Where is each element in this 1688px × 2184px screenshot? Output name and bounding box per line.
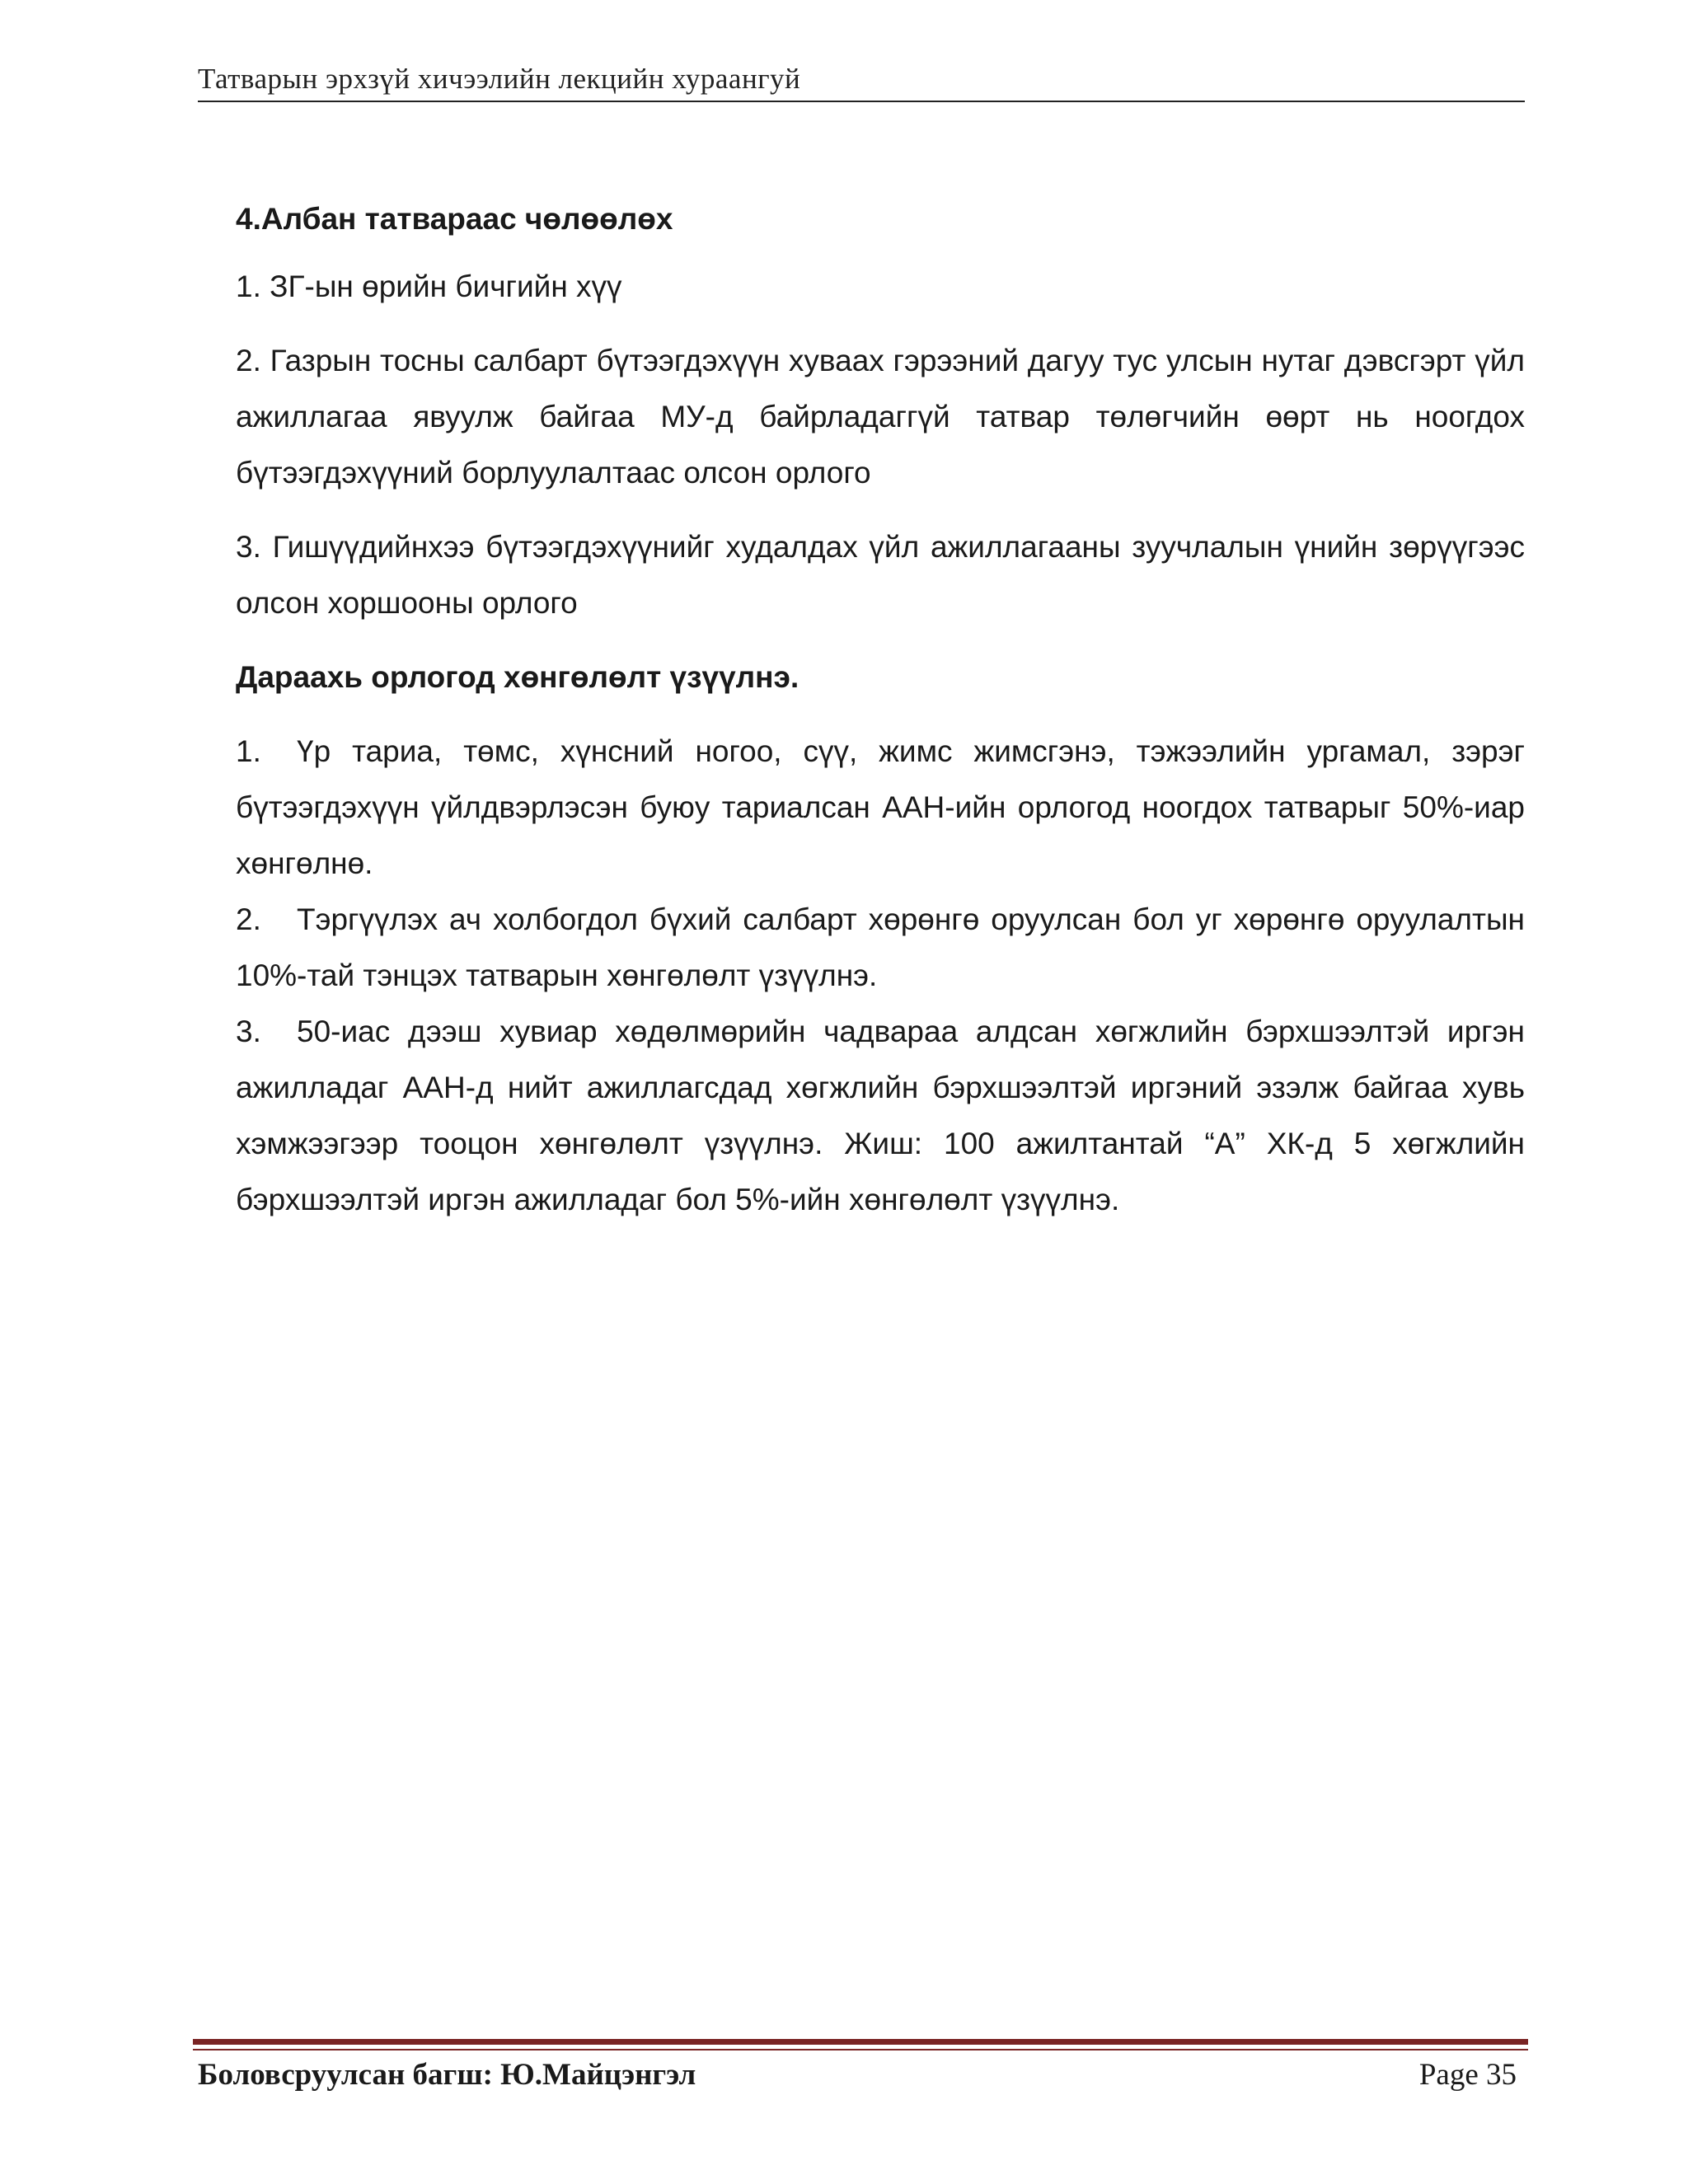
footer-divider [193,2039,1528,2045]
footer-divider-thin [193,2049,1528,2050]
relief-item-text: Үр тариа, төмс, хүнсний ногоо, сүү, жимс жимсгэнэ, тэжээлийн ургамал, зэрэг бүтээгдэхүүн үйлдвэрлэсэн буюу тариалсан ААН-ийн орлогод ноогдох татварыг 50%-иар хөнгөлнө. [236,734,1525,880]
exemption-item-2: 2. Газрын тосны салбарт бүтээгдэхүүн хуваах гэрээний дагуу тус улсын нутаг дэвсгэрт үйл ажиллагаа явуулж байгаа МУ-д байрладаггүй татвар төлөгчийн өөрт нь ноогдох бүтээгдэхүүний борлуулалтаас олсон орлого [236,344,1525,490]
section-heading-relief: Дараахь орлогод хөнгөлөлт үзүүлнэ. [236,660,799,694]
page-number: Page 35 [1418,2058,1517,2092]
document-body [236,191,1525,1228]
relief-item-number: 2. [236,902,261,936]
relief-item-2 [236,892,1525,1004]
relief-item-1 [236,724,1525,892]
footer-author: Боловсруулсан багш: Ю.Майцэнгэл [198,2058,696,2092]
page-header [198,58,1525,102]
section-heading-exemptions: 4.Албан татвараас чөлөөлөх [236,202,673,236]
exemption-item-3: 3. Гишүүдийнхээ бүтээгдэхүүнийг худалдах үйл ажиллагааны зуучлалын үнийн зөрүүгээс олсон хоршооны орлого [236,530,1525,620]
relief-item-number: 3. [236,1015,261,1048]
relief-item-number: 1. [236,734,261,768]
header-title: Татварын эрхзүй хичээлийн лекцийн хураангуй [198,63,801,95]
exemption-item-1: 1. ЗГ-ын өрийн бичгийн хүү [236,269,622,303]
relief-item-text: 50-иас дээш хувиар хөдөлмөрийн чадвараа алдсан хөгжлийн бэрхшээлтэй иргэн ажилладаг ААН-д нийт ажиллагсдад хөгжлийн бэрхшээлтэй иргэний эзэлж байгаа хувь хэмжээгээр тооцон хөнгөлөлт үзүүлнэ. Жиш: 100 ажилтантай “А” ХК-д 5 хөгжлийн бэрхшээлтэй иргэн ажилладаг бол 5%-ийн хөнгөлөлт үзүүлнэ. [236,1015,1525,1216]
relief-item-text: Тэргүүлэх ач холбогдол бүхий салбарт хөрөнгө оруулсан бол уг хөрөнгө оруулалтын 10%-тай тэнцэх татварын хөнгөлөлт үзүүлнэ. [236,902,1525,992]
relief-item-3 [236,1004,1525,1228]
